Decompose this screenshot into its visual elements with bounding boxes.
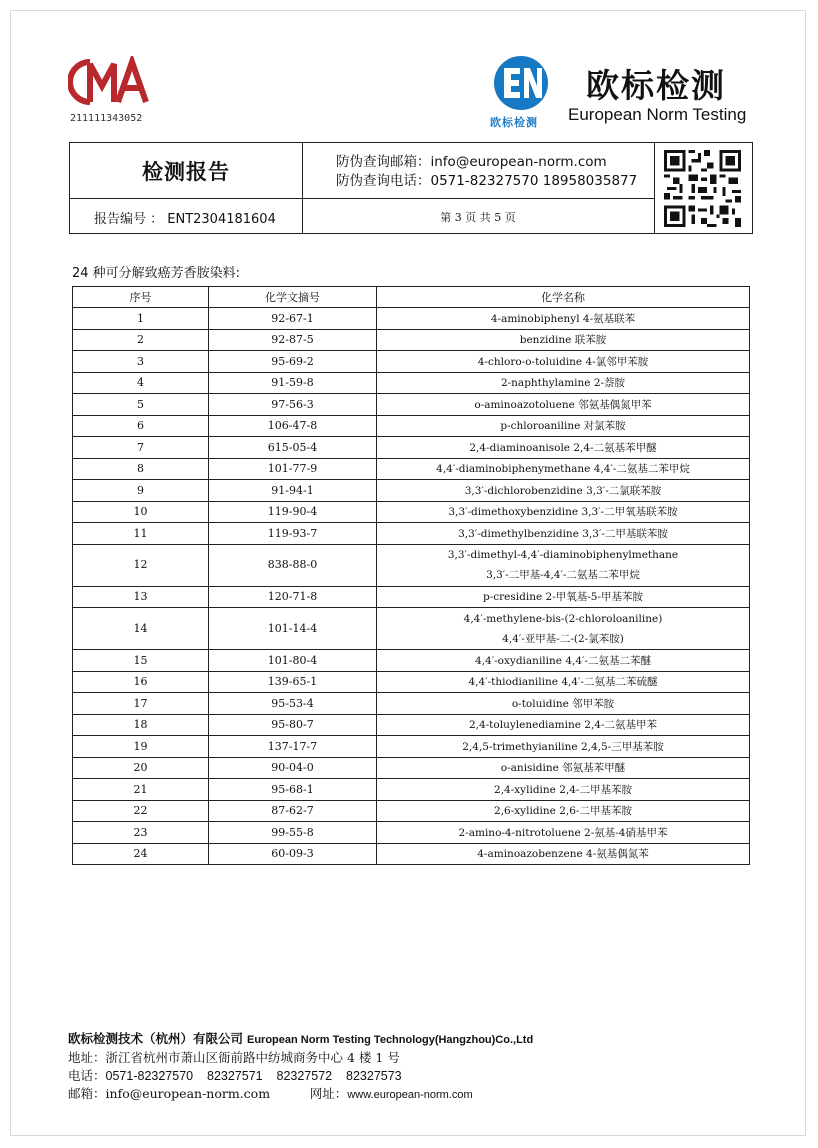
page-info: 第 3 页 共 5 页 — [440, 210, 516, 224]
row-cas: 120-71-8 — [209, 586, 377, 608]
row-cas: 119-93-7 — [209, 523, 377, 545]
row-cas: 91-59-8 — [209, 372, 377, 394]
row-no: 22 — [73, 800, 209, 822]
phones: 0571-82327570 82327571 82327572 82327573 — [105, 1069, 402, 1083]
col-header-name: 化学名称 — [377, 287, 750, 308]
row-no: 17 — [73, 693, 209, 715]
table-row — [73, 437, 750, 459]
logo-subtitle: 欧标检测 — [490, 116, 538, 129]
row-no: 3 — [73, 351, 209, 373]
chemical-name-line: 2,4-toluylenediamine 2,4-二氨基甲苯 — [468, 719, 658, 732]
en-logo-icon — [492, 54, 550, 112]
row-chemical-name — [377, 372, 750, 394]
row-chemical-name — [377, 822, 750, 844]
chemical-name-line-2: 3,3′-二甲基-4,4′-二氨基二苯甲烷 — [486, 569, 640, 581]
chemical-name-line: 4,4′-thiodianiline 4,4′-二氨基二苯硫醚 — [468, 676, 658, 689]
chemical-name-line: o-toluidine 邻甲苯胺 — [511, 697, 615, 710]
report-header-box — [69, 142, 753, 234]
row-chemical-name — [377, 523, 750, 545]
row-cas: 95-68-1 — [209, 779, 377, 801]
chemical-name-line: 4,4′-diaminobiphenymethane 4,4′-二氨基二苯甲烷 — [436, 463, 690, 476]
row-chemical-name — [377, 757, 750, 779]
row-chemical-name — [377, 437, 750, 459]
row-no: 23 — [73, 822, 209, 844]
row-chemical-name — [377, 351, 750, 373]
company-name-cn: 欧标检测技术（杭州）有限公司 — [68, 1031, 244, 1046]
table-row — [73, 586, 750, 608]
row-cas: 92-67-1 — [209, 308, 377, 330]
table-row — [73, 736, 750, 758]
section-title: 24 种可分解致癌芳香胺染料: — [72, 266, 241, 281]
table-row — [73, 608, 750, 650]
row-cas: 119-90-4 — [209, 501, 377, 523]
row-cas: 139-65-1 — [209, 671, 377, 693]
row-no: 7 — [73, 437, 209, 459]
row-no: 11 — [73, 523, 209, 545]
row-cas: 101-14-4 — [209, 608, 377, 650]
address: 浙江省杭州市萧山区衙前路中纺城商务中心 4 楼 1 号 — [105, 1050, 400, 1065]
chemical-name-line: 4,4′-methylene-bis-(2-chloroloaniline) — [463, 612, 663, 625]
contact-phone: 防伪查询电话：0571-82327570 18958035877 — [336, 173, 638, 189]
chemical-name-line: p-chloroaniline 对氯苯胺 — [500, 420, 626, 433]
footer — [68, 1030, 533, 1104]
table-row — [73, 822, 750, 844]
row-no: 13 — [73, 586, 209, 608]
row-chemical-name — [377, 714, 750, 736]
report-number: 报告编号 ： ENT2304181604 — [94, 212, 276, 227]
contact-info — [336, 153, 637, 191]
chemical-name-line: o-anisidine 邻氨基苯甲醚 — [500, 762, 626, 775]
chemical-name-line: 4-chloro-o-toluidine 4-氯邻甲苯胺 — [477, 355, 649, 368]
row-cas: 615-05-4 — [209, 437, 377, 459]
website: www.european-norm.com — [347, 1089, 473, 1101]
cma-code: 211111343052 — [70, 113, 143, 124]
row-cas: 101-77-9 — [209, 458, 377, 480]
table-row — [73, 351, 750, 373]
row-no: 10 — [73, 501, 209, 523]
row-no: 20 — [73, 757, 209, 779]
table-row — [73, 693, 750, 715]
row-chemical-name — [377, 394, 750, 416]
row-chemical-name — [377, 586, 750, 608]
table-row — [73, 714, 750, 736]
row-cas: 101-80-4 — [209, 650, 377, 672]
web-label: 网址： — [309, 1086, 348, 1101]
row-chemical-name — [377, 308, 750, 330]
table-row — [73, 394, 750, 416]
row-cas: 99-55-8 — [209, 822, 377, 844]
address-label: 地址： — [68, 1050, 106, 1065]
email: info@european-norm.com — [105, 1086, 271, 1101]
row-chemical-name — [377, 415, 750, 437]
row-chemical-name — [377, 329, 750, 351]
row-no: 19 — [73, 736, 209, 758]
contact-email: 防伪查询邮箱：info@european-norm.com — [336, 154, 607, 170]
row-chemical-name — [377, 693, 750, 715]
chemical-name-line: 2,4-xylidine 2,4-二甲基苯胺 — [494, 783, 632, 796]
row-cas: 137-17-7 — [209, 736, 377, 758]
row-no: 24 — [73, 843, 209, 865]
row-chemical-name — [377, 544, 750, 586]
table-row — [73, 843, 750, 865]
table-row — [73, 800, 750, 822]
table-row — [73, 501, 750, 523]
row-no: 2 — [73, 329, 209, 351]
table-row — [73, 415, 750, 437]
row-no: 6 — [73, 415, 209, 437]
col-header-no: 序号 — [73, 287, 209, 308]
row-cas: 91-94-1 — [209, 480, 377, 502]
amine-table — [72, 286, 750, 865]
row-no: 12 — [73, 544, 209, 586]
chemical-name-line: o-aminoazotoluene 邻氨基偶氮甲苯 — [474, 398, 652, 411]
company-name-en: European Norm Testing Technology(Hangzhou)Co.,Ltd — [247, 1034, 534, 1046]
chemical-name-line: 2-naphthylamine 2-萘胺 — [500, 377, 626, 390]
cma-logo — [68, 56, 152, 108]
chemical-name-line: p-cresidine 2-甲氧基-5-甲基苯胺 — [482, 591, 644, 604]
table-row — [73, 480, 750, 502]
chemical-name-line-2: 4,4′-亚甲基-二-(2-氯苯胺) — [502, 632, 624, 645]
chemical-name-line: 3,3′-dimethoxybenzidine 3,3′-二甲氧基联苯胺 — [448, 506, 678, 519]
row-cas: 95-80-7 — [209, 714, 377, 736]
row-chemical-name — [377, 736, 750, 758]
table-row — [73, 650, 750, 672]
chemical-name-line: 4,4′-oxydianiline 4,4′-二氨基二苯醚 — [475, 654, 651, 667]
table-row — [73, 757, 750, 779]
chemical-name-line: 3,3′-dimethylbenzidine 3,3′-二甲基联苯胺 — [458, 527, 668, 540]
row-chemical-name — [377, 800, 750, 822]
row-no: 21 — [73, 779, 209, 801]
email-label: 邮箱： — [68, 1086, 106, 1101]
table-header-row — [73, 287, 750, 308]
chemical-name-line: 3,3′-dimethyl-4,4′-diaminobiphenylmethane — [447, 549, 679, 561]
chemical-name-line: 4-aminobiphenyl 4-氨基联苯 — [490, 312, 636, 325]
chemical-name-line: 2-amino-4-nitrotoluene 2-氨基-4硝基甲苯 — [458, 826, 668, 839]
row-cas: 95-69-2 — [209, 351, 377, 373]
brand-name-cn: 欧标检测 — [586, 66, 726, 105]
row-cas: 87-62-7 — [209, 800, 377, 822]
row-chemical-name — [377, 608, 750, 650]
table-row — [73, 544, 750, 586]
row-cas: 106-47-8 — [209, 415, 377, 437]
row-chemical-name — [377, 843, 750, 865]
table-row — [73, 523, 750, 545]
table-row — [73, 308, 750, 330]
chemical-name-line: 2,6-xylidine 2,6-二甲基苯胺 — [494, 805, 632, 818]
row-chemical-name — [377, 458, 750, 480]
row-no: 1 — [73, 308, 209, 330]
row-no: 16 — [73, 671, 209, 693]
brand-name-en: European Norm Testing — [568, 105, 747, 124]
phone-label: 电话： — [68, 1068, 106, 1083]
row-chemical-name — [377, 650, 750, 672]
row-no: 8 — [73, 458, 209, 480]
col-header-cas: 化学文摘号 — [209, 287, 377, 308]
row-cas: 92-87-5 — [209, 329, 377, 351]
row-chemical-name — [377, 671, 750, 693]
row-no: 4 — [73, 372, 209, 394]
chemical-name-line: 2,4-diaminoanisole 2,4-二氨基苯甲醚 — [469, 441, 657, 454]
report-title: 检测报告 — [142, 159, 230, 184]
row-no: 15 — [73, 650, 209, 672]
row-cas: 838-88-0 — [209, 544, 377, 586]
chemical-name-line: 2,4,5-trimethyianiline 2,4,5-三甲基苯胺 — [462, 740, 664, 753]
chemical-name-line: 4-aminoazobenzene 4-氨基偶氮苯 — [477, 848, 649, 861]
chemical-name-line: 3,3′-dichlorobenzidine 3,3′-二氯联苯胺 — [464, 484, 662, 497]
table-row — [73, 779, 750, 801]
chemical-name-line: benzidine 联苯胺 — [519, 334, 607, 347]
row-cas: 95-53-4 — [209, 693, 377, 715]
row-cas: 60-09-3 — [209, 843, 377, 865]
row-no: 18 — [73, 714, 209, 736]
row-no: 14 — [73, 608, 209, 650]
row-cas: 97-56-3 — [209, 394, 377, 416]
row-no: 5 — [73, 394, 209, 416]
row-chemical-name — [377, 501, 750, 523]
table-row — [73, 458, 750, 480]
row-chemical-name — [377, 779, 750, 801]
qr-code-icon — [664, 150, 741, 227]
row-chemical-name — [377, 480, 750, 502]
table-row — [73, 671, 750, 693]
table-row — [73, 372, 750, 394]
table-row — [73, 329, 750, 351]
row-no: 9 — [73, 480, 209, 502]
row-cas: 90-04-0 — [209, 757, 377, 779]
